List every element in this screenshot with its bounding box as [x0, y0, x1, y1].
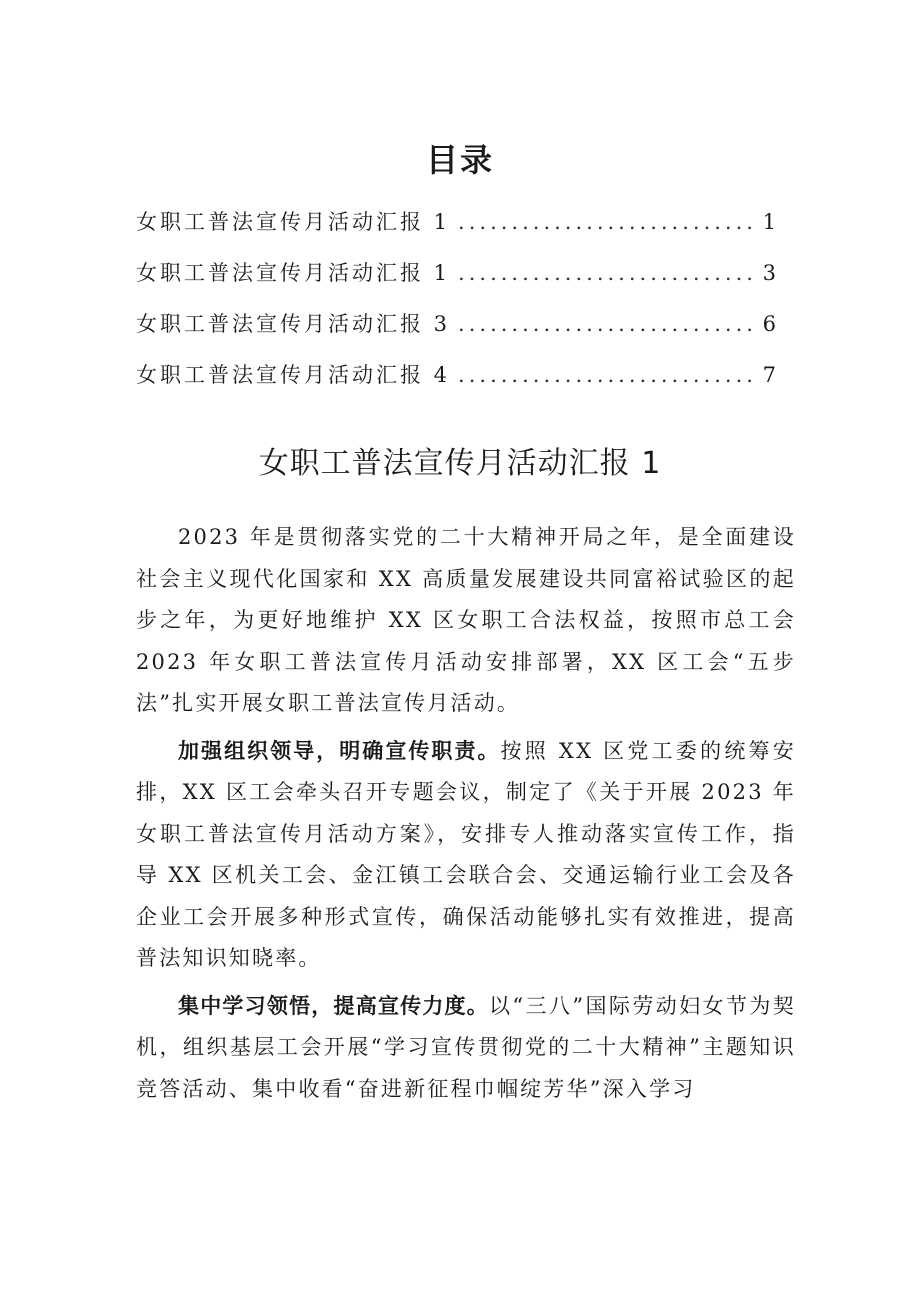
article-title: 女职工普法宣传月活动汇报 1 — [258, 446, 662, 481]
toc-dot-leader — [458, 353, 757, 397]
toc-entry[interactable] — [136, 302, 776, 353]
toc-title: 目录 — [425, 141, 494, 179]
section-text: 以“三八”国际劳动妇女节为契机，组织基层工会开展“学习宣传贯彻党的二十大精神”主题知识竞答活动、集中收看“奋进新征程巾帼绽芳华”深入学习 — [136, 993, 796, 1101]
toc-page-number: 6 — [762, 312, 776, 336]
toc-dot-leader — [458, 251, 757, 295]
toc-entry[interactable] — [136, 353, 776, 404]
toc-entry-text: 女职工普法宣传月活动汇报 1 — [136, 210, 451, 234]
toc-entry[interactable] — [136, 251, 776, 302]
toc-page-number: 7 — [762, 363, 776, 387]
section-paragraph — [136, 730, 796, 980]
toc-dot-leader — [458, 302, 757, 346]
section-lead: 集中学习领悟，提高宣传力度。 — [178, 992, 489, 1018]
toc-dot-leader — [458, 200, 757, 244]
article-body — [136, 517, 796, 1110]
toc-entry-text: 女职工普法宣传月活动汇报 3 — [136, 312, 451, 336]
toc-entry-text: 女职工普法宣传月活动汇报 1 — [136, 261, 451, 285]
section-text: 按照 XX 区党工委的统筹安排，XX 区工会牵头召开专题会议，制定了《关于开展 2023 年女职工普法宣传月活动方案》，安排专人推动落实宣传工作，指导 XX 区机关工会、金江镇工会联合会、交通运输行业工会及各企业工会开展多种形式宣传，确保活动能够扎实有效推进，提高普法知识知晓率。 — [136, 738, 796, 970]
section-lead: 加强组织领导，明确宣传职责。 — [178, 737, 501, 763]
toc-entry-text: 女职工普法宣传月活动汇报 4 — [136, 363, 451, 387]
toc-page-number: 3 — [762, 261, 776, 285]
intro-paragraph: 2023 年是贯彻落实党的二十大精神开局之年，是全面建设社会主义现代化国家和 XX 高质量发展建设共同富裕试验区的起步之年，为更好地维护 XX 区女职工合法权益，按照市总工会 2023 年女职工普法宣传月活动安排部署，XX 区工会“五步法”扎实开展女职工普法宣传月活动。 — [136, 525, 796, 715]
toc-entry[interactable] — [136, 200, 776, 251]
section-paragraph — [136, 985, 796, 1111]
toc-page-number: 1 — [762, 210, 776, 234]
table-of-contents — [136, 200, 776, 404]
